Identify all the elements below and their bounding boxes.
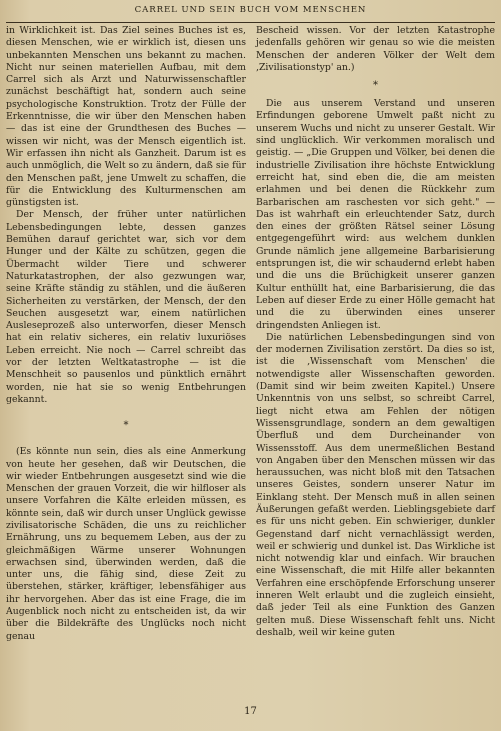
paragraph: in Wirklichkeit ist. Das Ziel seines Buches ist es, diesen Menschen, wie er wirklich ist, diesen uns unbekannten Menschen uns bekannt zu machen. Nicht nur seinen materiellen Aufbau, mit dem Carrel sich als Arzt und Naturwissenschaftler zunächst beschäftigt hat, sondern auch seine psychologische Konstruktion. Trotz der Fülle der Erkenntnisse, die wir über den Menschen haben — das ist eine der Grundthesen des Buches — wissen wir nicht, was der Mensch eigentlich ist. Wir erfassen ihn nicht als Ganzheit. Darum ist es auch unmöglich, die Welt so zu ändern, daß sie für den Menschen paßt, jene Umwelt zu schaffen, die für die Entwicklung des Kulturmenschen am günstigsten ist. [6, 25, 246, 209]
paragraph: Der Mensch, der früher unter natürlichen Lebensbedingungen lebte, dessen ganzes Bemühen darauf gerichtet war, sich vor dem Hunger und der Kälte zu schützen, gegen die Übermacht wilder Tiere und schwerer Naturkatastrophen, der also gezwungen war, seine Kräfte ständig zu stählen, und die äußeren Sicherheiten zu verstärken, der Mensch, der den Seuchen ausgesetzt war, einem natürlichen Ausleseprozeß also unterworfen, dieser Mensch hat ein relativ sicheres, ein relativ luxuriöses Leben erreicht. Nie noch — Carrel schreibt das vor der letzten Weltkatastrophe — ist die Menschheit so pausenlos und pünktlich ernährt worden, nie hat sie so wenig Entbehrungen gekannt. [6, 209, 246, 405]
left-column [6, 25, 246, 643]
paragraph: (Es könnte nun sein, dies als eine Anmerkung von heute her gesehen, daß wir Deutschen, die wir wieder Entbehrungen ausgesetzt sind wie die Menschen der grauen Vorzeit, die wir hilfloser als unsere Vorfahren die Kälte erleiden müssen, es könnte sein, daß wir durch unser Unglück gewisse zivilisatorische Schäden, die uns zu reichlicher Ernährung, uns zu bequemem Leben, aus der zu gleichmäßigen Wärme unserer Wohnungen erwachsen sind, überwinden werden, daß die unter uns, die fähig sind, diese Zeit zu überstehen, stärker, kräftiger, lebensfähiger aus ihr hervorgehen. Aber das ist eine Frage, die im Augenblick noch nicht zu entscheiden ist, da wir über die Bildekräfte des Unglücks noch nicht genau [6, 446, 246, 642]
running-header: CARREL UND SEIN BUCH VOM MENSCHEN [134, 5, 367, 15]
section-divider-star: * [123, 420, 129, 432]
section-divider-star: * [373, 80, 378, 92]
page-number: 17 [244, 706, 257, 717]
right-column [256, 25, 495, 639]
header-rule [6, 22, 495, 23]
paragraph: Die aus unserem Verstand und unseren Erfindungen geborene Umwelt paßt nicht zu unserem Wuchs und nicht zu unserer Gestalt. Wir sind unglücklich. Wir verkommen moralisch und geistig. — „Die Gruppen und Völker, bei denen die industrielle Zivilisation ihre höchste Entwicklung erreicht hat, sind eben die, die am meisten erlahmen und bei denen die Rückkehr zum Barbarischen am raschesten vor sich geht." — Das ist wahrhaft ein erleuchtender Satz, durch den eines der größten Rätsel seiner Lösung entgegengeführt wird: aus welchem dunklen Grunde nämlich jene allgemeine Barbarisierung entsprungen ist, die wir schaudernd erlebt haben und die uns die Brüchigkeit unserer ganzen Kultur enthüllt hat, eine Barbarisierung, die das Leben auf dieser Erde zu einer Hölle gemacht hat und die zu überwinden eines unserer dringendsten Anliegen ist. [256, 98, 495, 331]
paragraph: Die natürlichen Lebensbedingungen sind von der modernen Zivilisation zerstört. Da dies so ist, ist die ‚Wissenschaft vom Menschen' die notwendigste aller Wissenschaften geworden. (Damit sind wir beim zweiten Kapitel.) Unsere Unkenntnis von uns selbst, so schreibt Carrel, liegt nicht etwa am Fehlen der nötigen Wissensgrundlage, sondern an dem gewaltigen Überfluß und dem Durcheinander von Wissensstoff. Aus dem unermeßlichen Bestand von Angaben über den Menschen müssen wir das heraussuchen, was nicht bloß mit den Tatsachen unseres Geistes, sondern unserer Natur im Einklang steht. Der Mensch muß in allen seinen Äußerungen gefaßt werden. Lieblingsgebiete darf es für uns nicht geben. Ein schwieriger, dunkler Gegenstand darf nicht vernachlässigt werden, weil er schwierig und dunkel ist. Das Wirkliche ist nicht notwendig klar und einfach. Wir brauchen eine Wissenschaft, die mit Hilfe aller bekannten Verfahren eine erschöpfende Erforschung unserer inneren Welt erlaubt und die zugleich einsieht, daß jeder Teil als eine Funktion des Ganzen gelten muß. Diese Wissenschaft fehlt uns. Nicht deshalb, weil wir keine guten [256, 331, 495, 638]
paragraph: Bescheid wissen. Vor der letzten Katastrophe jedenfalls gehören wir genau so wie die meisten Menschen der anderen Völker der Welt dem ‚Zivilisationstyp' an.) [256, 25, 495, 73]
